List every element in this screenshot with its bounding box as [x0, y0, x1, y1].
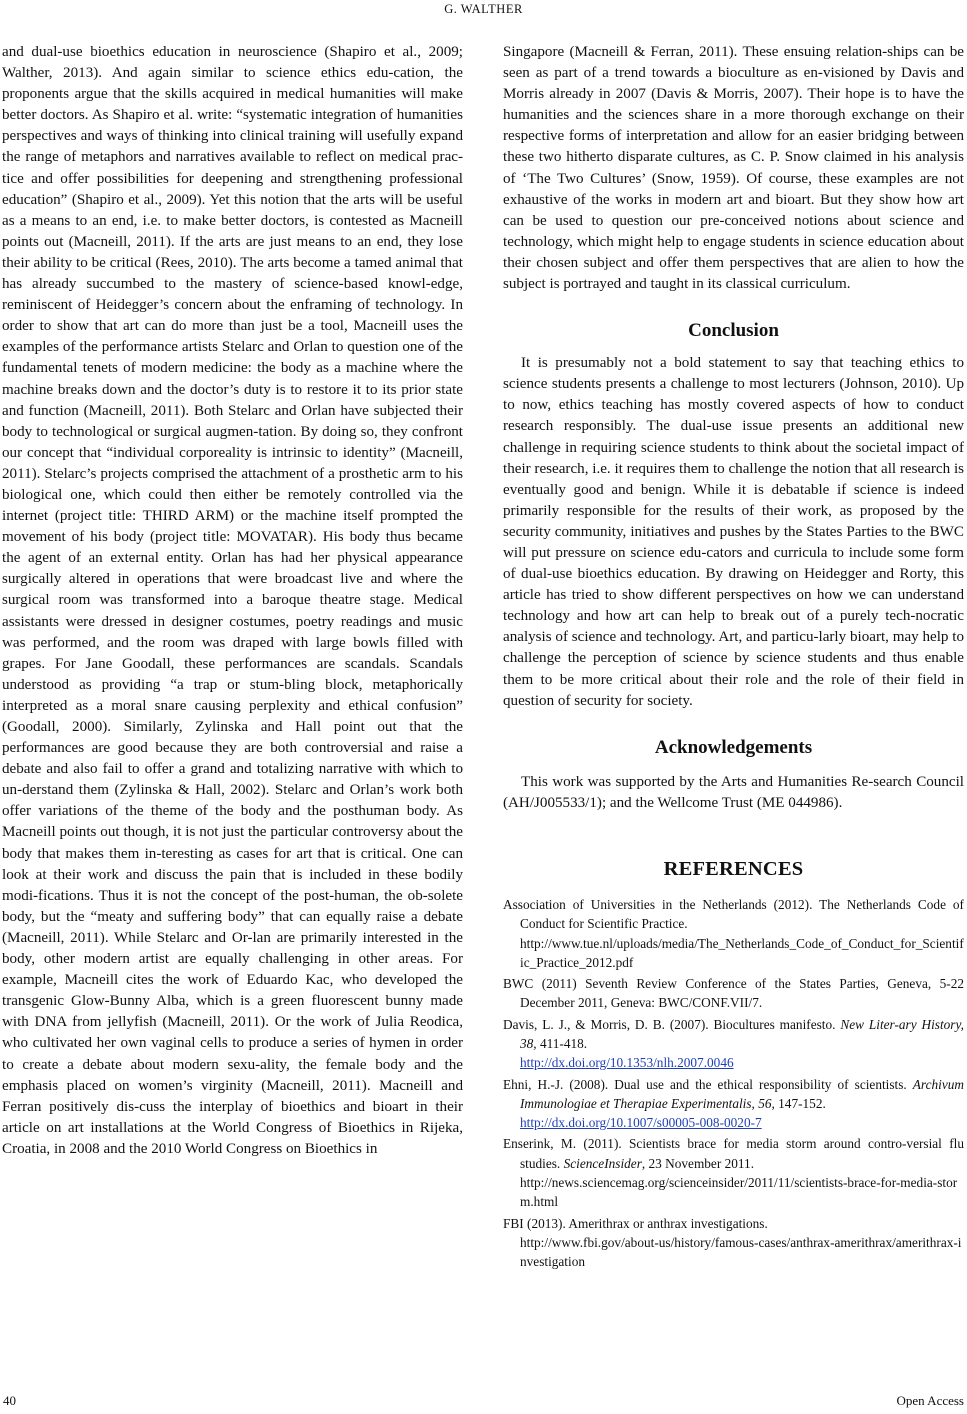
reference-journal: ScienceInsider [563, 1155, 642, 1171]
body-paragraph: and dual-use bioethics education in neuroscience (Shapiro et al., 2009; Walther, 2013). And again similar to science ethics edu-cation, the proponents argue that the skills acquired in medical humanities will make better doctors. As Shapiro et al. write: “systematic integration of humanities perspectives and ways of thinking into clinical training will usefully expand the range of metaphors and narratives available to reflect on medical prac-tice and offer possibilities for deepening and strengthening professional education” (Shapiro et al., 2009). Yet this notion that the arts will be useful as a means to an end, i.e. to make better doctors, is contested as Macneill points out (Macneill, 2011). If the arts are just means to an end, they lose their ability to be critical (Rees, 2010). The arts become a tamed animal that has already succumbed to the mastery of science-based knowl-edge, reminiscent of Heidegger’s concern about the enframing of technology. In order to show that art can do more than just be a tool, Macneill uses the examples of the performance artists Stelarc and Orlan to question one of the fundamental tenets of modern medicine: the body as a machine where the machine breaks down and the doctor’s duty is to restore it to its prior state and function (Macneill, 2011). Both Stelarc and Orlan have subjected their body to technological or surgical augmen-tation. By doing so, they confront our concept that “individual corporeality is intrinsic to identity” (Macneill, 2011). Stelarc’s projects comprised the attachment of a prosthetic arm to his biological one, which could then either be remotely controlled via the internet (project title: THIRD ARM) or the machine itself prompted the movement of his body (project title: MOVATAR). His body thus became the agent of an external entity. Orlan has had her physical appearance surgically altered in operations that were broadcast live and where the surgical room was transformed into a baroque theatre stage. Medical assistants were dressed in designer costumes, poetry readings and music was performed, and the room was draped with large bowls filled with grapes. For Jane Goodall, these performances are scandals. Scandals understood as providing “a trap or stum-bling block, metaphorically interpreted as a moral snare causing perplexity and ethical confusion” (Goodall, 2000). Similarly, Zylinska and Hall point out that the performances are good because they are both controversial and raise a debate and also fail to offer a grand and totalizing narrative with which to un-derstand them (Zylinska & Hall, 2002). Stelarc and Orlan’s work both offer variations of the theme of the body and the posthuman body. As Macneill points out though, it is not just the particular controversy about the body that makes them in-teresting as cases for art that is critical. One can look at their work and discuss the pain that is included in these bodily modi-fications. Thus it is not the concept of the post-human, the ob-solete body, but the “meaty and suffering body” that can equally raise a debate (Macneill, 2011). While Stelarc and Or-lan are primarily interested in the body, other modern artist are equally challenging in other areas. For example, Macneill cites the work of Eduardo Kac, who developed the transgenic Glow-Bunny Alba, which is a green fluorescent bunny made with DNA from jellyfish (Macneill, 2011). Or the work of Julia Reodica, who cultivated her own vaginal cells to produce a series of hymen in order to create a debate about modern sexu-ality, the female body and the emphasis placed on women’s virginity (Macneill, 2011). Macneill and Ferran positively dis-cuss the interplay of bioethics and bioart in their article on art installations at the World Congress of Bioethics in Rijeka, Croatia, in 2008 and the 2010 World Congress on Bioethics in [2, 44, 463, 1157]
reference-text: Ehni, H.-J. (2008). Dual use and the ethical responsibility of scientists. [503, 1076, 913, 1092]
body-paragraph: Singapore (Macneill & Ferran, 2011). These ensuing relation-ships can be seen as part of a trend towards a bioculture as en-visioned by Davis and Morris already in 2007 (Davis & Morris, 2007). Their hope is to have the humanities and the sciences share in a more thorough exchange on their respective forms of interpretation and allow for an easier bridging between these two hitherto disparate cultures, as C. P. Snow claimed in his analysis of ‘The Two Cultures’ (Snow, 1959). Of course, these examples are not exhaustive of the works in modern art and bioart. But they show how art can be used to question our pre-conceived notions about science and technology, which might help to engage students in science education about their chosen subject and offer them perspectives that are alien to how the subject is portrayed and taught in its classical curriculum. [503, 44, 964, 293]
reference-item [503, 974, 964, 1013]
reference-item [503, 895, 964, 972]
reference-item [503, 1134, 964, 1211]
journal-label: Open Access [896, 1393, 964, 1408]
reference-text: Association of Universities in the Netherlands (2012). The Netherlands Code of Conduct for Scientific Practice. [503, 896, 964, 932]
conclusion-paragraph: It is presumably not a bold statement to say that teaching ethics to science students presents a challenge to most lecturers (Johnson, 2010). Up to now, ethics teaching has mostly covered aspects of how to conduct research responsibly. The dual-use issue presents an additional new challenge in requiring science students to think about the societal impact of their research, i.e. it requires them to challenge the notion that all research is eventually good and benign. While it is debatable if science is indeed primarily responsible for the results of their work, as proposed by the security community, initiatives and pushes by the States Parties to the BWC will put pressure on science edu-cators and curricula to include some form of dual-use bioethics education. By drawing on Heidegger and Rorty, this article has tried to show different perspectives on how we can understand technology and how art can help to break out of a purely tech-nocratic analysis of science and technology. Art, and particu-larly bioart, may help to challenge the perception of science by science students and thus enable them to be more critical about their role and the role of their field in question of security for society. [503, 355, 965, 709]
reference-url[interactable]: http://news.sciencemag.org/scienceinsider/2011/11/scientists-brace-for-media-storm.html [520, 1175, 958, 1210]
acknowledgements-heading: Acknowledgements [654, 736, 813, 758]
conclusion-heading: Conclusion [688, 320, 779, 342]
reference-item [503, 1075, 964, 1133]
reference-text: Davis, L. J., & Morris, D. B. (2007). Biocultures manifesto. [503, 1016, 841, 1032]
running-head: G. WALTHER [444, 2, 523, 16]
reference-date: , 23 November 2011. [641, 1155, 755, 1171]
reference-item [503, 1214, 964, 1272]
reference-pages: 411-418. [536, 1035, 588, 1051]
references-heading: REFERENCES [663, 857, 804, 880]
acknowledgements-paragraph: This work was supported by the Arts and Humanities Re-search Council (AH/J005533/1); and the Wellcome Trust (ME 044986). [503, 773, 964, 811]
reference-text: Enserink, M. (2011). Scientists brace for media storm around contro-versial flu studies. [503, 1136, 964, 1171]
reference-item [503, 1015, 964, 1073]
reference-url[interactable]: http://www.fbi.gov/about-us/history/famous-cases/anthrax-amerithrax/amerithrax-investigation [520, 1234, 962, 1270]
references-list [503, 895, 964, 1272]
right-column [503, 42, 964, 1274]
page-number: 40 [3, 1393, 16, 1408]
reference-pages: 147-152. [774, 1095, 826, 1111]
reference-doi-link[interactable]: http://dx.doi.org/10.1353/nlh.2007.0046 [520, 1055, 734, 1071]
reference-journal: Archivum Immunologiae et Therapiae Experimentalis, 56, [520, 1076, 964, 1111]
reference-text: FBI (2013). Amerithrax or anthrax investigations. [503, 1215, 768, 1231]
left-column [2, 42, 463, 1160]
reference-url[interactable]: http://www.tue.nl/uploads/media/The_Netherlands_Code_of_Conduct_for_Scientific_Practice_2012.pdf [520, 935, 964, 970]
reference-doi-link[interactable]: http://dx.doi.org/10.1007/s00005-008-0020-7 [520, 1115, 762, 1131]
reference-text: BWC (2011) Seventh Review Conference of the States Parties, Geneva, 5-22 December 2011, Geneva: BWC/CONF.VII/7. [503, 976, 964, 1011]
reference-journal: New Liter-ary History, 38, [520, 1016, 964, 1051]
